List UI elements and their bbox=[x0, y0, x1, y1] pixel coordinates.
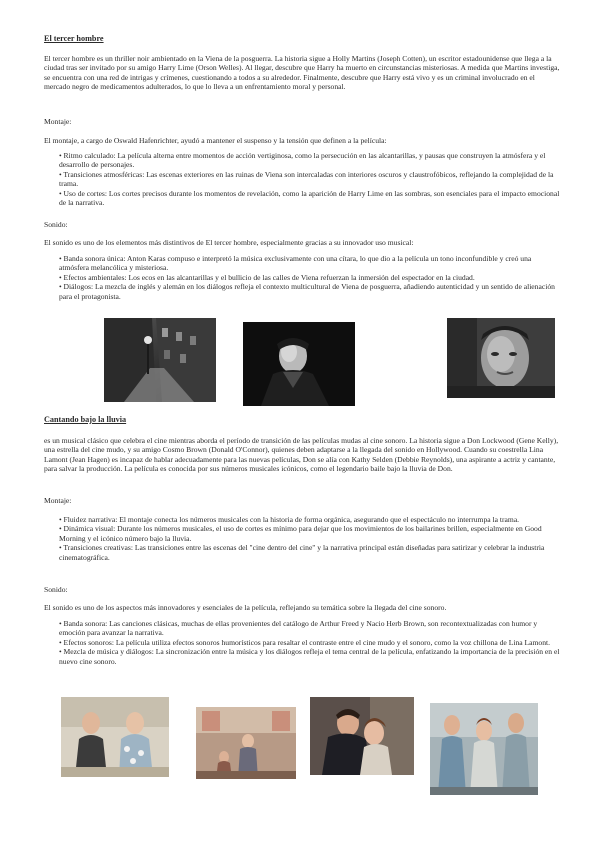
section1-sonido-intro: El sonido es uno de los elementos más distintivos de El tercer hombre, especialmente gracias a su innovador uso musical: bbox=[44, 238, 414, 247]
section1-sonido-list bbox=[44, 254, 562, 301]
list-item: • Banda sonora: Las canciones clásicas, muchas de ellas provenientes del catálogo de Arthur Freed y Nacio Herb Brown, son recontextualizadas con humor y emoción para avanzar la narrativa. bbox=[59, 619, 538, 638]
list-item: • Efectos sonoros: La película utiliza efectos sonoros humorísticos para resaltar el contraste entre el cine mudo y el sonoro, como la voz chillona de Lina Lamont. bbox=[59, 637, 551, 647]
list-item: • Fluidez narrativa: El montaje conecta los números musicales con la historia de forma orgánica, asegurando que el espectáculo no interrumpa la trama. bbox=[59, 515, 520, 524]
list-item: • Ritmo calculado: La película alterna entre momentos de acción vertiginosa, como la persecución en las alcantarillas, y pausas que construyen la atmósfera y el desarrollo de personajes. bbox=[59, 151, 546, 170]
section2-sonido-intro: El sonido es uno de los aspectos más innovadores y esenciales de la película, reflejando su temática sobre la llegada del cine sonoro. bbox=[44, 603, 447, 612]
section1-montaje-list bbox=[44, 151, 562, 207]
section1-montaje-label: Montaje: bbox=[44, 117, 72, 126]
film-still-stage-scene bbox=[196, 707, 296, 779]
list-item: • Transiciones creativas: Las transiciones entre las escenas del "cine dentro del cine" y la narrativa principal están diseñadas para satirizar y celebrar la industria cinematográfica. bbox=[59, 543, 545, 562]
film-still-harry-lime-shadows bbox=[243, 322, 355, 406]
list-item: • Mezcla de música y diálogos: La sincronización entre la música y los diálogos refleja el tema central de la película, enfatizando la importancia de la precisión en el nuevo cine sonoro. bbox=[59, 647, 560, 666]
list-item: • Dinámica visual: Durante los números musicales, el uso de cortes es mínimo para dejar que los movimientos de los bailarines brillen, especialmente en Good Morning y el icónico número bajo la lluvia. bbox=[59, 524, 542, 543]
section2-montaje-label: Montaje: bbox=[44, 496, 72, 505]
film-still-closeup-face bbox=[447, 318, 555, 398]
section2-sonido-list bbox=[44, 619, 562, 666]
section2-intro: es un musical clásico que celebra el cine mientras aborda el período de transición de las películas mudas al cine sonoro. La historia sigue a Don Lockwood (Gene Kelly), una estrella del cine mudo, y su amigo Cosmo Brown (Donald O'Connor), quienes deben adaptarse a la llegada del sonido en Hollywood. Cuando su coestrella Lina Lamont (Jean Hagen) es incapaz de hablar adecuadamente para las nuevas películas, Don se alía con Kathy Selden (Debbie Reynolds), una aspirante a actriz y cantante, para salvar la producción. La película es conocida por sus números musicales icónicos, como el legendario baile bajo la lluvia de Don. bbox=[44, 436, 559, 474]
list-item: • Banda sonora única: Anton Karas compuso e interpretó la música exclusivamente con una cítara, lo que dio a la película un tono inconfundible y creó una atmósfera melancólica y misteriosa. bbox=[59, 254, 532, 273]
film-still-couple-embrace bbox=[310, 697, 414, 775]
film-still-premiere-crowd bbox=[61, 697, 169, 777]
list-item: • Diálogos: La mezcla de inglés y alemán en los diálogos refleja el contexto multicultural de Viena de posguerra, añadiendo autenticidad y un sentido de alienación para el protagonista. bbox=[59, 282, 555, 301]
list-item: • Efectos ambientales: Los ecos en las alcantarillas y el bullicio de las calles de Viena refuerzan la inmersión del espectador en la ciudad. bbox=[59, 272, 475, 282]
list-item: • Transiciones atmosféricas: Las escenas exteriores en las ruinas de Viena son intercaladas con interiores oscuros y claustrofóbicos, reflejando la complejidad de la trama. bbox=[59, 169, 554, 189]
section-title-cantando-bajo-la-lluvia: Cantando bajo la lluvia bbox=[44, 415, 127, 424]
section2-sonido-label: Sonido: bbox=[44, 585, 68, 594]
film-still-trio-singing bbox=[430, 703, 538, 795]
film-still-vienna-street-night bbox=[104, 318, 216, 402]
section2-montaje-list bbox=[44, 515, 562, 562]
list-item: • Uso de cortes: Los cortes precisos durante los momentos de revelación, como la aparición de Harry Lime en las sombras, son esenciales para el impacto emocional de la narrativa. bbox=[59, 188, 560, 208]
section1-montaje-intro: El montaje, a cargo de Oswald Hafenrichter, ayudó a mantener el suspenso y la tensión que definen a la película: bbox=[44, 136, 387, 145]
section1-sonido-label: Sonido: bbox=[44, 220, 68, 229]
section-title-tercer-hombre: El tercer hombre bbox=[44, 34, 104, 43]
section1-intro: El tercer hombre es un thriller noir ambientado en la Viena de la posguerra. La historia sigue a Holly Martins (Joseph Cotten), un escritor estadounidense que llega a la ciudad tras ser invitado por su amigo Harry Lime (Orson Welles). Al llegar, descubre que Harry ha muerto en circunstancias misteriosas. A medida que Martins investiga, se encuentra con una red de intrigas y crímenes, cuestionando a todos a su alrededor. Finalmente, descubre que Harry está vivo y es un criminal involucrado en el mercado negro de medicamentos adulterados, lo que lo lleva a un enfrentamiento moral y personal. bbox=[44, 54, 560, 92]
